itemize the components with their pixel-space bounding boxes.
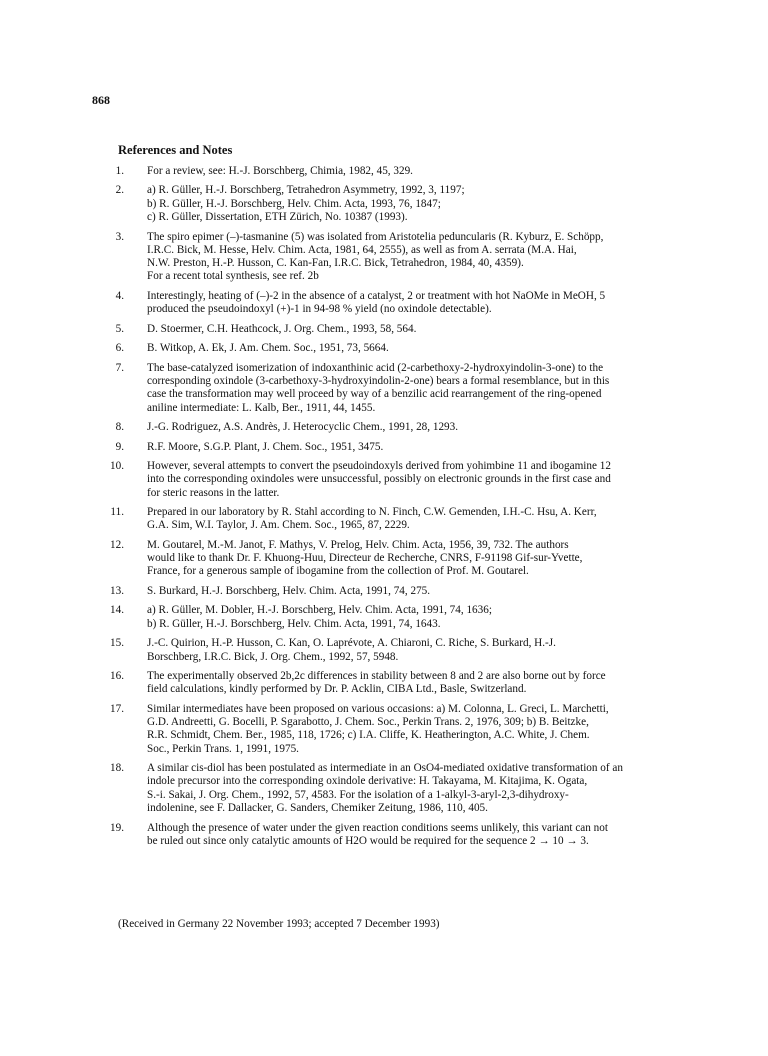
reference-number-label: 9. <box>115 440 124 453</box>
reference-line: c) R. Güller, Dissertation, ETH Zürich, No. 10387 (1993). <box>147 211 408 224</box>
reference-number <box>100 637 147 664</box>
reference-line: Prepared in our laboratory by R. Stahl according to N. Finch, C.W. Gemenden, I.H.-C. Hsu, A. Kerr, <box>147 506 597 519</box>
reference-number-label: 15. <box>110 637 124 650</box>
reference-number-label: 3. <box>115 230 124 243</box>
reference-line: A similar cis-diol has been postulated as intermediate in an OsO4-mediated oxidative transformation of an <box>147 762 623 775</box>
reference-line: B. Witkop, A. Ek, J. Am. Chem. Soc., 1951, 73, 5664. <box>147 342 389 355</box>
reference-item <box>100 506 690 533</box>
reference-item <box>100 342 690 355</box>
reference-number-label: 2. <box>115 184 124 197</box>
reference-number-label: 7. <box>115 361 124 374</box>
page-number: 868 <box>92 93 110 107</box>
reference-number <box>100 585 147 598</box>
reference-number <box>100 184 147 224</box>
reference-number <box>100 762 147 815</box>
reference-number-label: 11. <box>110 506 124 519</box>
reference-number <box>100 231 147 284</box>
reference-number <box>100 822 147 849</box>
reference-line: The spiro epimer (–)-tasmanine (5) was isolated from Aristotelia peduncularis (R. Kyburz, E. Schöpp, <box>147 230 604 243</box>
reference-number <box>100 460 147 500</box>
reference-line: R.R. Schmidt, Chem. Ber., 1985, 118, 1726; c) I.A. Cliffe, K. Heatherington, A.C. White, J. Chem. <box>147 729 590 742</box>
reference-line: France, for a generous sample of ibogamine from the collection of Prof. M. Goutarel. <box>147 565 529 578</box>
reference-item <box>100 703 690 756</box>
reference-text <box>147 539 690 579</box>
reference-line: b) R. Güller, H.-J. Borschberg, Helv. Chim. Acta, 1991, 74, 1643. <box>147 617 441 630</box>
reference-line: a) R. Güller, H.-J. Borschberg, Tetrahedron Asymmetry, 1992, 3, 1197; <box>147 184 465 197</box>
reference-text <box>147 441 690 454</box>
reference-number-label: 16. <box>110 670 124 683</box>
reference-number <box>100 539 147 579</box>
reference-number <box>100 604 147 631</box>
reference-line: Although the presence of water under the given reaction conditions seems unlikely, this variant can not <box>147 821 608 834</box>
reference-text <box>147 184 690 224</box>
reference-line: corresponding oxindole (3-carbethoxy-3-hydroxyindolin-2-one) bears a formal resemblance, but in this <box>147 374 610 387</box>
reference-number <box>100 323 147 336</box>
reference-number <box>100 165 147 178</box>
reference-line: G.D. Andreetti, G. Bocelli, P. Sgarabotto, J. Chem. Soc., Perkin Trans. 2, 1976, 309; b) B. Beitzke, <box>147 716 589 729</box>
reference-line: J.-C. Quirion, H.-P. Husson, C. Kan, O. Laprévote, A. Chiaroni, C. Riche, S. Burkard, H.-J. <box>147 637 556 650</box>
reference-item <box>100 670 690 697</box>
reference-number <box>100 421 147 434</box>
reference-line: Borschberg, I.R.C. Bick, J. Org. Chem., 1992, 57, 5948. <box>147 650 399 663</box>
reference-line: Soc., Perkin Trans. 1, 1991, 1975. <box>147 742 299 755</box>
references-heading: References and Notes <box>118 143 233 157</box>
reference-text <box>147 460 690 500</box>
reference-item <box>100 637 690 664</box>
reference-text <box>147 323 690 336</box>
reference-number-label: 5. <box>115 322 124 335</box>
reference-line: G.A. Sim, W.I. Taylor, J. Am. Chem. Soc., 1965, 87, 2229. <box>147 519 410 532</box>
reference-text <box>147 637 690 664</box>
reference-text <box>147 670 690 697</box>
reference-number-label: 17. <box>110 702 124 715</box>
reference-line: J.-G. Rodriguez, A.S. Andrès, J. Heterocyclic Chem., 1991, 28, 1293. <box>147 421 459 434</box>
reference-text <box>147 585 690 598</box>
reference-number-label: 14. <box>110 604 124 617</box>
reference-text <box>147 231 690 284</box>
reference-text <box>147 342 690 355</box>
reference-line: indole precursor into the corresponding oxindole derivative: H. Takayama, M. Kitajima, K. Ogata, <box>147 775 588 788</box>
reference-text <box>147 604 690 631</box>
reference-number <box>100 290 147 317</box>
reference-text <box>147 506 690 533</box>
reference-line: Similar intermediates have been proposed on various occasions: a) M. Colonna, L. Greci, L. Marchetti, <box>147 702 609 715</box>
reference-line: I.R.C. Bick, M. Hesse, Helv. Chim. Acta, 1981, 64, 2555), as well as from A. serrata (M.A. Hai, <box>147 243 577 256</box>
reference-number-label: 1. <box>115 165 124 177</box>
reference-number <box>100 670 147 697</box>
reference-line: However, several attempts to convert the pseudoindoxyls derived from yohimbine 11 and ibogamine 12 <box>147 460 611 473</box>
reference-number <box>100 362 147 415</box>
reference-item <box>100 231 690 284</box>
reference-number-label: 13. <box>110 584 124 597</box>
reference-line: produced the pseudoindoxyl (+)-1 in 94-98 % yield (no oxindole detectable). <box>147 303 492 316</box>
reference-line: b) R. Güller, H.-J. Borschberg, Helv. Chim. Acta, 1993, 76, 1847; <box>147 197 441 210</box>
reference-line: The experimentally observed 2b,2c differences in stability between 8 and 2 are also borne out by force <box>147 670 606 683</box>
reference-text <box>147 703 690 756</box>
reference-item <box>100 362 690 415</box>
reference-item <box>100 585 690 598</box>
reference-item <box>100 184 690 224</box>
reference-item <box>100 441 690 454</box>
reference-line: D. Stoermer, C.H. Heathcock, J. Org. Chem., 1993, 58, 564. <box>147 322 417 335</box>
reference-line: would like to thank Dr. F. Khuong-Huu, Directeur de Recherche, CNRS, F-91198 Gif-sur-Yvette, <box>147 552 583 565</box>
reference-text <box>147 762 690 815</box>
references-list <box>100 165 690 854</box>
reference-item <box>100 539 690 579</box>
received-dates: (Received in Germany 22 November 1993; accepted 7 December 1993) <box>118 918 440 930</box>
reference-line: a) R. Güller, M. Dobler, H.-J. Borschberg, Helv. Chim. Acta, 1991, 74, 1636; <box>147 604 492 617</box>
reference-item <box>100 165 690 178</box>
reference-text <box>147 421 690 434</box>
reference-number-label: 19. <box>110 821 124 834</box>
reference-number <box>100 441 147 454</box>
reference-line: S. Burkard, H.-J. Borschberg, Helv. Chim. Acta, 1991, 74, 275. <box>147 584 431 597</box>
reference-line: N.W. Preston, H.-P. Husson, C. Kan-Fan, I.R.C. Bick, Tetrahedron, 1984, 40, 4359). <box>147 257 524 270</box>
reference-item <box>100 421 690 434</box>
reference-item <box>100 762 690 815</box>
reference-line: into the corresponding oxindoles were unsuccessful, possibly on electronic grounds in the first case and <box>147 473 611 486</box>
reference-line: S.-i. Sakai, J. Org. Chem., 1992, 57, 4583. For the isolation of a 1-alkyl-3-aryl-2,3-dihydroxy- <box>147 788 569 801</box>
reference-line: indolenine, see F. Dallacker, G. Sanders, Chemiker Zeitung, 1986, 110, 405. <box>147 802 488 815</box>
reference-item <box>100 460 690 500</box>
reference-line: case the transformation may well proceed by way of a benzilic acid rearrangement of the ring-opened <box>147 388 602 401</box>
reference-number-label: 4. <box>115 289 124 302</box>
reference-number-label: 18. <box>110 762 124 775</box>
reference-number-label: 6. <box>115 342 124 355</box>
reference-line: be ruled out since only catalytic amounts of H2O would be required for the sequence 2 → 10 → 3. <box>147 834 589 847</box>
reference-line: for steric reasons in the latter. <box>147 486 280 499</box>
reference-number <box>100 703 147 756</box>
reference-number-label: 8. <box>115 421 124 434</box>
reference-item <box>100 604 690 631</box>
reference-line: The base-catalyzed isomerization of indoxanthinic acid (2-carbethoxy-2-hydroxyindolin-3-one) to the <box>147 361 604 374</box>
reference-line: R.F. Moore, S.G.P. Plant, J. Chem. Soc., 1951, 3475. <box>147 440 384 453</box>
reference-item <box>100 290 690 317</box>
reference-number-label: 12. <box>110 538 124 551</box>
reference-number <box>100 342 147 355</box>
reference-line: M. Goutarel, M.-M. Janot, F. Mathys, V. Prelog, Helv. Chim. Acta, 1956, 39, 732. The authors <box>147 538 569 551</box>
reference-text <box>147 822 690 849</box>
reference-item <box>100 323 690 336</box>
reference-line: For a recent total synthesis, see ref. 2b <box>147 270 319 283</box>
reference-line: For a review, see: H.-J. Borschberg, Chimia, 1982, 45, 329. <box>147 165 413 177</box>
reference-text <box>147 165 690 178</box>
reference-line: aniline intermediate: L. Kalb, Ber., 1911, 44, 1455. <box>147 401 376 414</box>
reference-text <box>147 362 690 415</box>
reference-number <box>100 506 147 533</box>
reference-line: Interestingly, heating of (–)-2 in the absence of a catalyst, 2 or treatment with hot NaOMe in MeOH, 5 <box>147 289 606 302</box>
reference-number-label: 10. <box>110 460 124 473</box>
reference-text <box>147 290 690 317</box>
reference-line: field calculations, kindly performed by Dr. P. Acklin, CIBA Ltd., Basle, Switzerland. <box>147 683 527 696</box>
reference-item <box>100 822 690 849</box>
